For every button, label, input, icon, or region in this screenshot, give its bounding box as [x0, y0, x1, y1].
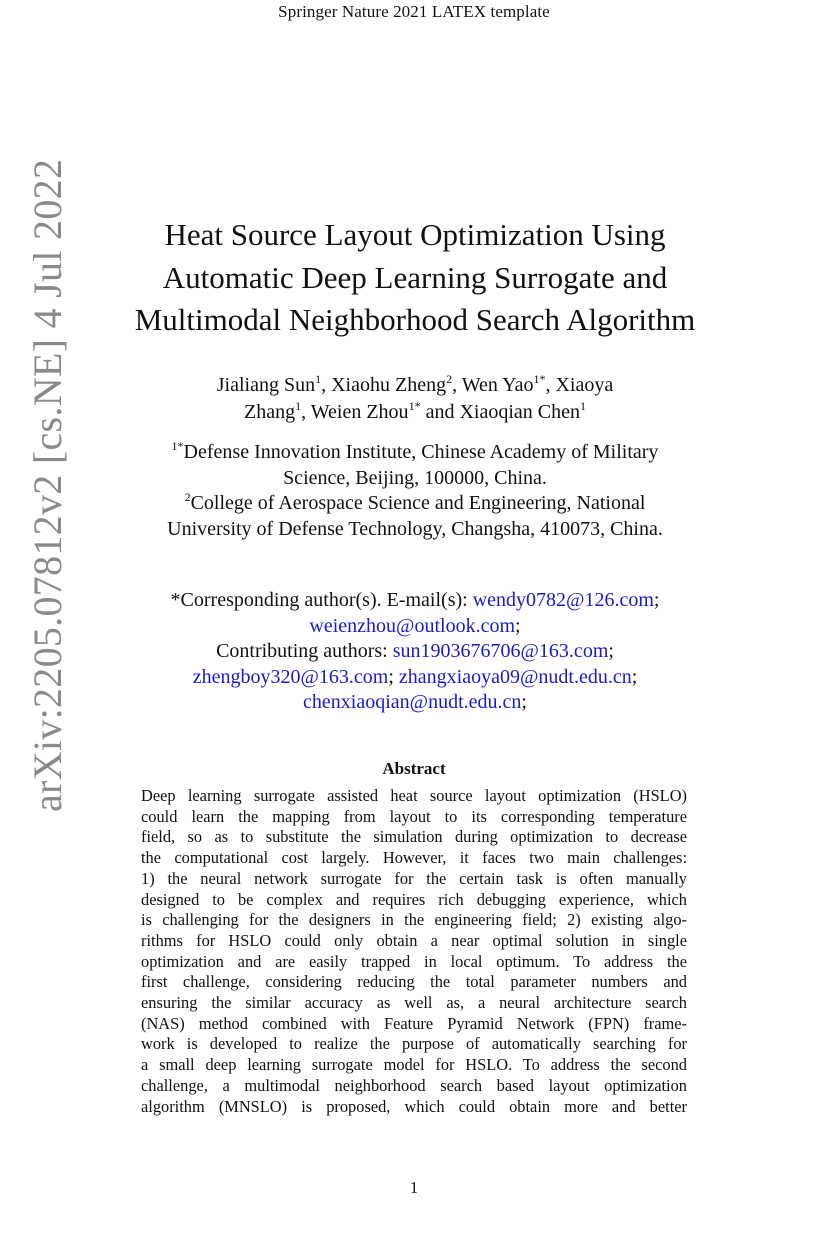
abstract-line: field, so as to substitute the simulation during optimization to decrease	[141, 827, 687, 847]
abstract-line: is challenging for the designers in the engineering field; 2) existing algo-	[141, 910, 687, 930]
correspondence-line: weienzhou@outlook.com;	[309, 614, 521, 637]
author-line	[120, 372, 710, 399]
contributing-label: Contributing authors:	[216, 640, 393, 663]
author-name-part: Zhang	[244, 401, 296, 423]
affiliation-list	[120, 440, 710, 543]
abstract-line: 1) the neural network surrogate for the certain task is often manually	[141, 868, 687, 888]
abstract-line: Deep learning surrogate assisted heat source layout optimization (HSLO)	[141, 786, 687, 805]
author-separator: and	[420, 401, 460, 423]
author-name: Xiaoqian Chen	[459, 401, 580, 423]
title-line: Heat Source Layout Optimization Using	[164, 217, 666, 252]
author-affiliation-mark: 1	[315, 372, 322, 386]
affiliation-line: Science, Beijing, 100000, China.	[283, 466, 547, 489]
abstract-line: optimization and are easily trapped in local optimum. To address the	[141, 951, 687, 971]
author-name: Jialiang Sun	[216, 374, 316, 396]
author-separator: ,	[452, 374, 462, 396]
abstract-line: ensuring the similar accuracy as well as, a neural architecture search	[141, 993, 687, 1013]
email-link[interactable]: zhangxiaoya09@nudt.edu.cn	[398, 665, 632, 688]
email-link[interactable]: chenxiaoqian@nudt.edu.cn	[303, 691, 522, 714]
email-link[interactable]: wendy0782@126.com	[472, 589, 654, 611]
author-list	[120, 372, 710, 426]
abstract-line: could learn the mapping from layout to its corresponding temperature	[141, 806, 687, 826]
correspondence-line: Contributing authors: sun1903676706@163.com;	[216, 640, 614, 663]
author-affiliation-mark: 1	[579, 399, 586, 413]
email-link[interactable]: sun1903676706@163.com	[392, 640, 609, 663]
author-affiliation-mark: 1	[295, 399, 302, 413]
abstract-line: designed to be complex and requires rich debugging experience, which	[141, 889, 687, 909]
author-name: Weien Zhou	[310, 401, 409, 423]
abstract-line: the computational cost largely. However, it faces two main challenges:	[141, 848, 687, 868]
page-number: 1	[409, 1178, 419, 1197]
abstract-line: challenge, a multimodal neighborhood search based layout optimization	[141, 1075, 687, 1095]
author-separator: ,	[321, 374, 332, 396]
correspondence-line: *Corresponding author(s). E-mail(s): wendy0782@126.com;	[170, 589, 660, 611]
title-line: Automatic Deep Learning Surrogate and	[162, 259, 668, 295]
author-affiliation-mark: 1*	[533, 372, 546, 386]
author-name-part: Xiaoya	[555, 374, 614, 396]
abstract-line: (NAS) method combined with Feature Pyramid Network (FPN) frame-	[141, 1013, 687, 1033]
affiliation-line: University of Defense Technology, Changsha, 410073, China.	[167, 518, 663, 541]
affiliation-text: College of Aerospace Science and Engineering, National	[190, 492, 646, 515]
abstract-line: a small deep learning surrogate model for HSLO. To address the second	[141, 1055, 687, 1075]
author-separator: ,	[545, 374, 556, 396]
affiliation-line	[120, 440, 710, 466]
affiliation-mark: 2	[184, 490, 191, 505]
correspondence-line: chenxiaoqian@nudt.edu.cn;	[303, 691, 527, 714]
affiliation-mark: 1*	[171, 439, 184, 453]
email-link[interactable]: zhengboy320@163.com	[192, 665, 389, 688]
abstract-line: first challenge, considering reducing the total parameter numbers and	[141, 972, 687, 992]
author-affiliation-mark: 1*	[408, 399, 421, 413]
author-line	[120, 399, 710, 426]
title-line: Multimodal Neighborhood Search Algorithm	[134, 302, 696, 337]
paper-title	[110, 214, 720, 342]
corresponding-label: *Corresponding author(s). E-mail(s):	[170, 589, 473, 611]
arxiv-identifier: arXiv:2205.07812v2 [cs.NE] 4 Jul 2022	[25, 158, 70, 812]
correspondence-line: zhengboy320@163.com; zhangxiaoya09@nudt.edu.cn;	[192, 665, 638, 688]
email-link[interactable]: weienzhou@outlook.com	[309, 614, 516, 637]
abstract-line: algorithm (MNSLO) is proposed, which could obtain more and better	[141, 1096, 687, 1116]
author-name: Wen Yao	[461, 374, 534, 396]
affiliation-text: Defense Innovation Institute, Chinese Academy of Military	[183, 441, 659, 463]
author-separator: ,	[301, 401, 311, 423]
abstract-body	[141, 786, 687, 1117]
running-header: Springer Nature 2021 LATEX template	[278, 2, 550, 21]
correspondence-block	[120, 588, 710, 716]
author-affiliation-mark: 2	[446, 372, 453, 386]
abstract-line: work is developed to realize the purpose of automatically searching for	[141, 1034, 687, 1054]
abstract-heading: Abstract	[382, 759, 446, 778]
affiliation-line	[120, 491, 710, 517]
author-name: Xiaohu Zheng	[331, 374, 447, 396]
abstract-line: rithms for HSLO could only obtain a near optimal solution in single	[141, 930, 687, 950]
